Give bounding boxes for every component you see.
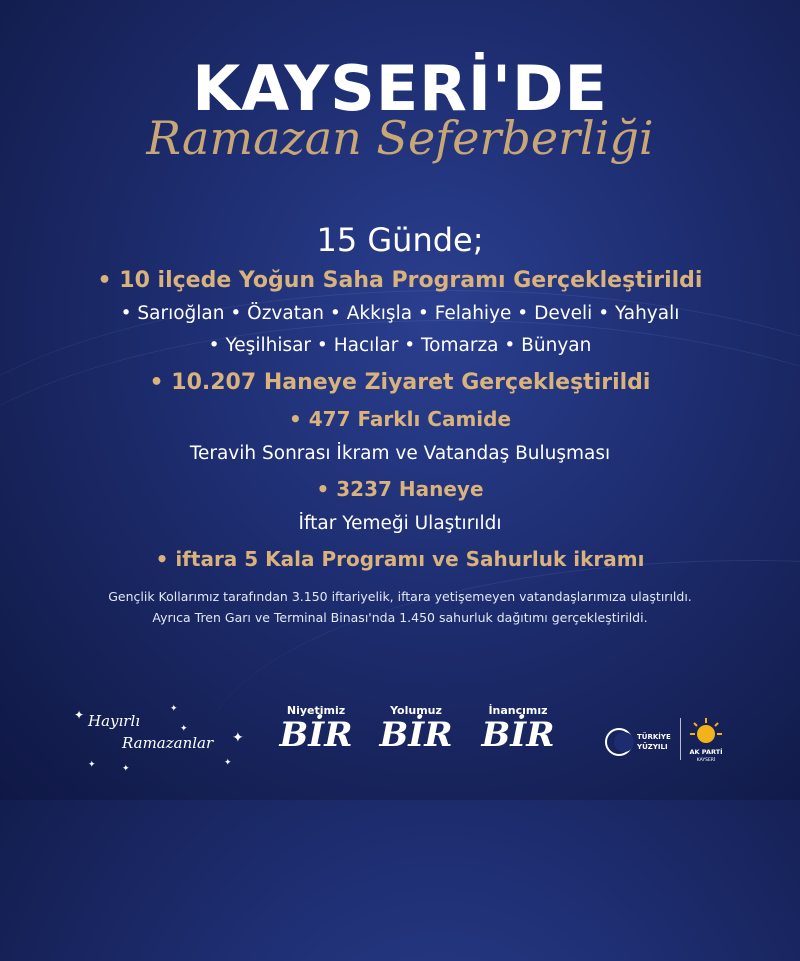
district-list-1: • Sarıoğlan • Özvatan • Akkışla • Felahiye • Develi • Yahyalı: [120, 303, 680, 324]
page-title: KAYSERİ'DE: [192, 52, 608, 125]
bullet: •: [149, 370, 164, 395]
district-list-2: • Yeşilhisar • Hacılar • Tomarza • Bünyan: [208, 335, 592, 356]
star-icon: ✦: [122, 764, 130, 774]
svg-text:AK PARTİ: AK PARTİ: [689, 748, 723, 756]
footnote-line-1: Gençlik Kollarımız tarafından 3.150 iftariyelik, iftara yetişemeyen vatandaşlarımıza ulaştırıldı.: [108, 589, 692, 604]
slogan-niyetimiz: Niyetimiz BİR: [279, 704, 353, 755]
lead-text: 15 Günde;: [316, 221, 484, 259]
item-iftar-program: • iftara 5 Kala Programı ve Sahurluk ikramı: [155, 547, 645, 571]
content-block: [0, 216, 800, 628]
greeting: Hayırlı Ramazanlar: [88, 712, 214, 752]
bullet: •: [288, 407, 302, 431]
star-icon: ✦: [88, 760, 96, 770]
footer: [0, 702, 800, 782]
slogan-yolumuz: Yolumuz BİR: [379, 704, 453, 755]
divider: [680, 718, 681, 760]
item-mosques: • 477 Farklı Camide: [288, 407, 512, 431]
item-home-visits: • 10.207 Haneye Ziyaret Gerçekleştirildi: [149, 370, 651, 395]
star-icon: ✦: [232, 730, 244, 746]
bullet: •: [97, 268, 112, 293]
item-homes-detail: İftar Yemeği Ulaştırıldı: [298, 513, 502, 534]
svg-text:KAYSERİ: KAYSERİ: [696, 758, 716, 763]
item-homes: • 3237 Haneye: [316, 477, 484, 501]
footnote-line-2: Ayrıca Tren Garı ve Terminal Binası'nda 1.450 sahurluk dağıtımı gerçekleştirildi.: [152, 610, 648, 625]
svg-text:TÜRKİYE: TÜRKİYE: [637, 733, 671, 741]
bullet: •: [155, 547, 169, 571]
svg-text:YÜZYILI: YÜZYILI: [637, 743, 668, 751]
star-icon: ✦: [180, 724, 188, 734]
bullet: •: [316, 477, 330, 501]
star-icon: ✦: [170, 704, 178, 714]
slogan-inancimiz: İnancımız BİR: [481, 704, 555, 755]
item-district-program: • 10 ilçede Yoğun Saha Programı Gerçekleştirildi: [97, 268, 703, 293]
item-mosques-detail: Teravih Sonrası İkram ve Vatandaş Buluşması: [189, 443, 611, 464]
page-subtitle: Ramazan Seferberliği: [146, 111, 654, 165]
ak-parti-logo-icon: [686, 716, 726, 766]
star-icon: ✦: [74, 708, 85, 722]
star-icon: ✦: [224, 758, 232, 768]
